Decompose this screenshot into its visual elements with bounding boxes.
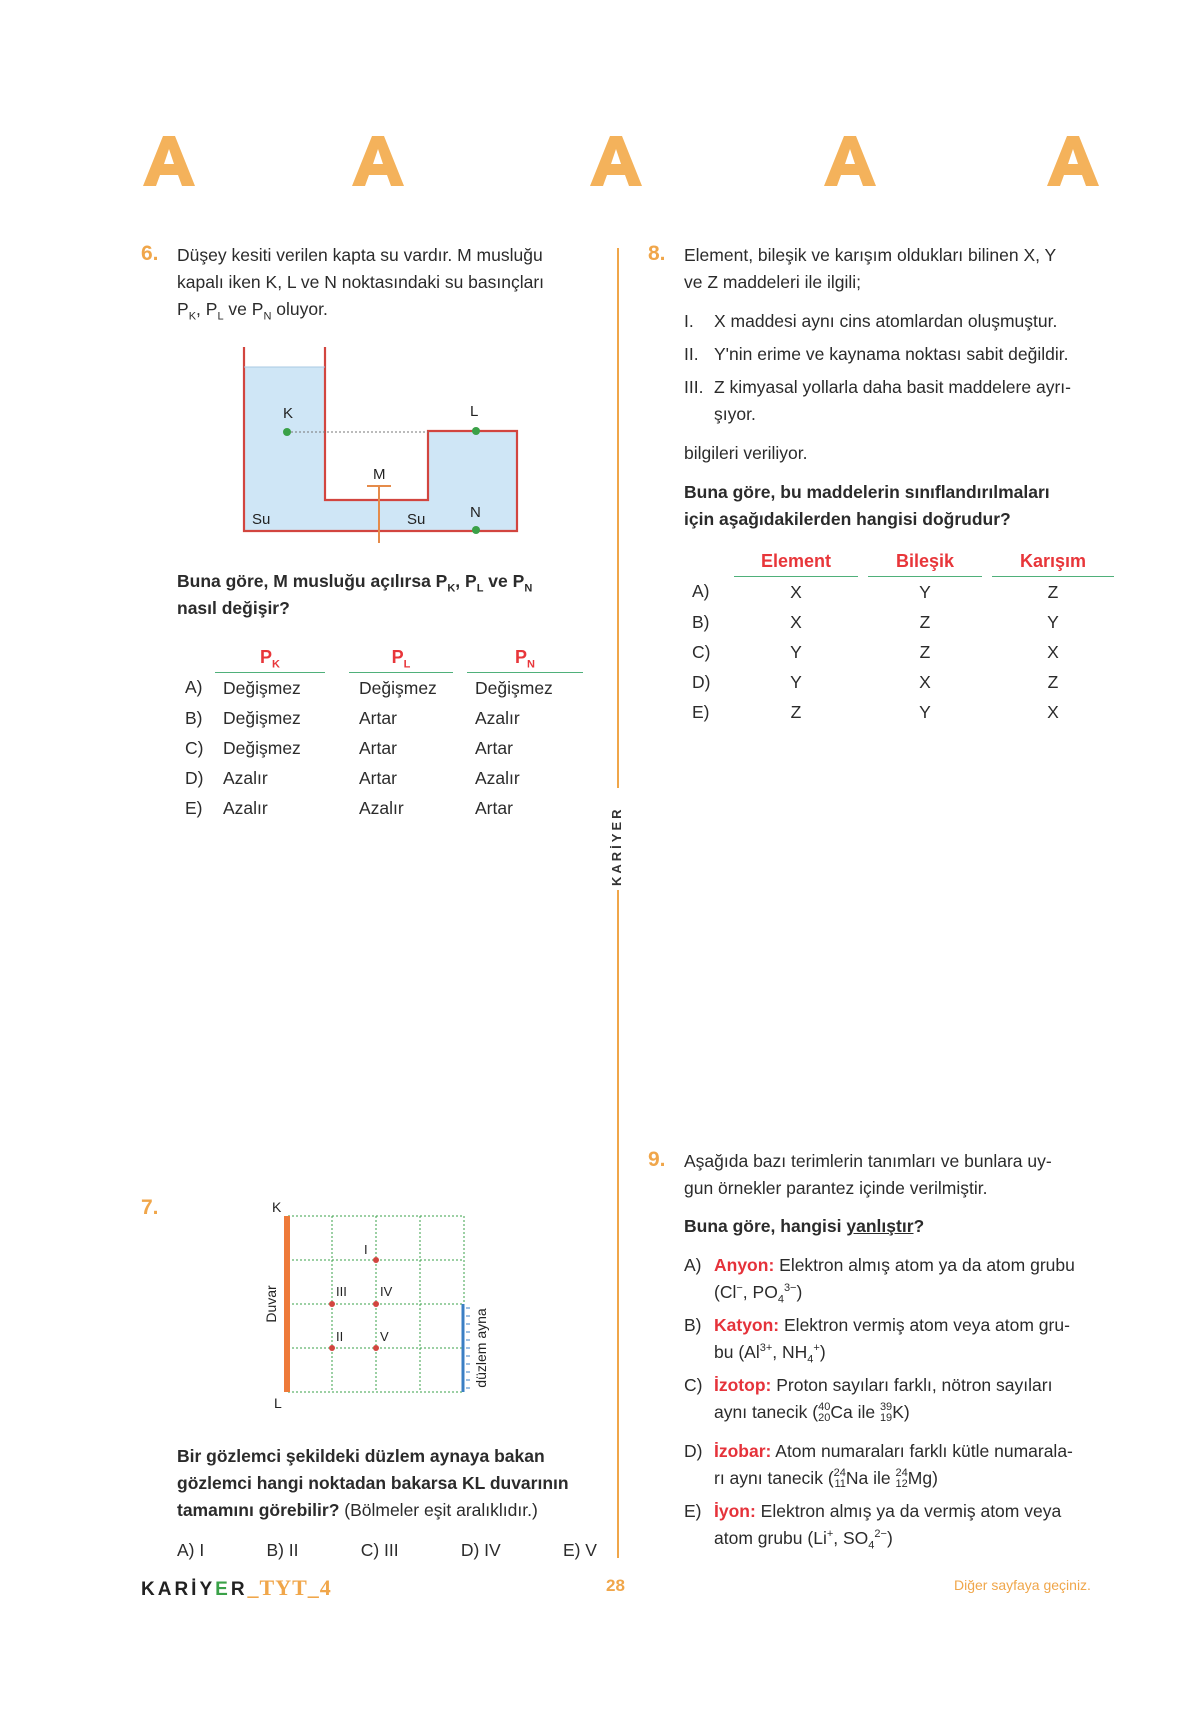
q8-option-d[interactable]: D) Y X Z — [692, 671, 1059, 692]
q7-question-line2: gözlemci hangi noktadan bakarsa KL duvarının — [177, 1473, 569, 1493]
container-figure — [235, 345, 525, 545]
q7-option-d[interactable]: D) IV — [460, 1540, 501, 1560]
q6-header-pn: $P_N$ — [467, 642, 583, 673]
label-l: L — [470, 403, 479, 420]
question-7-number: 7. — [141, 1196, 159, 1219]
q6-line3: $P_K$, $P_L$ ve $P_N$ oluyor. — [177, 299, 328, 323]
footer-brand: KARİYER_TYT_4 — [141, 1575, 332, 1600]
q7-option-e[interactable]: E) V — [562, 1540, 597, 1560]
q8-option-a[interactable]: A) X Y Z — [692, 581, 1059, 602]
q8-header-karisim: Karışım — [992, 546, 1114, 577]
question-9-text — [684, 1148, 1104, 1202]
q9-option-b[interactable]: B) Katyon: Elektron vermiş atom veya atom gru- bu ($Al^{3+}$, $NH_4^+$) — [684, 1315, 1070, 1366]
label-v: V — [380, 1329, 389, 1344]
q9-line1: Aşağıda bazı terimlerin tanımları ve bunlara uy- — [684, 1151, 1052, 1171]
q6-header-pl: $P_L$ — [349, 642, 453, 673]
question-8-text — [684, 242, 1104, 296]
label-iv: IV — [380, 1284, 393, 1299]
q6-line1: Düşey kesiti verilen kapta su vardır. M musluğu — [177, 245, 543, 265]
q6-question-line1: Buna göre, M musluğu açılırsa $P_K$, $P_L$ ve $P_N$ — [177, 571, 533, 595]
page-number: 28 — [606, 1576, 625, 1595]
q8-item-1: I. X maddesi aynı cins atomlardan oluşmuştur. — [684, 311, 1058, 331]
next-page-note: Diğer sayfaya geçiniz. — [954, 1577, 1091, 1593]
q8-line2: ve Z maddeleri ile ilgili; — [684, 272, 862, 292]
letter-a-3 — [588, 132, 644, 188]
question-6-text — [177, 242, 597, 323]
q7-option-a[interactable]: A) I — [177, 1540, 205, 1560]
q6-question-line2: nasıl değişir? — [177, 598, 290, 618]
q8-options-table — [692, 546, 1114, 727]
q6-header-pk: $P_K$ — [215, 642, 325, 673]
point-ii — [329, 1345, 335, 1351]
label-i: I — [364, 1242, 368, 1257]
q8-option-e[interactable]: E) Z Y X — [692, 701, 1059, 722]
point-k — [283, 428, 291, 436]
q8-question — [684, 479, 1114, 533]
q8-header-element: Element — [734, 546, 858, 577]
side-brand-text: KARİYER — [609, 806, 624, 886]
mirror-figure — [262, 1196, 522, 1416]
label-duvar: Duvar — [263, 1285, 279, 1323]
q9-question: Buna göre, hangisi yanlıştır? — [684, 1216, 925, 1236]
q9-options — [684, 1252, 1104, 1552]
label-su-left: Su — [252, 511, 271, 528]
q8-item-3: III. Z kimyasal yollarla daha basit maddelere ayrı- — [684, 377, 1071, 397]
q7-question-line1: Bir gözlemci şekildeki düzlem aynaya bakan — [177, 1446, 545, 1466]
side-brand — [607, 800, 629, 886]
q6-option-d[interactable]: D) Azalır Artar Azalır — [185, 767, 520, 788]
question-8-number: 8. — [648, 242, 666, 265]
q9-option-d[interactable]: D) İzobar: Atom numaraları farklı kütle numarala- rı aynı tanecik ( 24 11 Na ile 24 12 Mg) — [684, 1441, 1073, 1491]
q8-option-c[interactable]: C) Y Z X — [692, 641, 1059, 662]
footer-series: _TYT_4 — [247, 1575, 332, 1600]
point-l — [472, 427, 480, 435]
q9-option-c[interactable]: C) İzotop: Proton sayıları farklı, nötron sayıları aynı tanecik ( 40 20 Ca ile 39 19 K) — [684, 1375, 1053, 1425]
letter-a-4 — [822, 132, 878, 188]
q7-question — [177, 1443, 607, 1524]
q8-line3: bilgileri veriliyor. — [684, 443, 808, 463]
q9-option-e[interactable]: E) İyon: Elektron almış ya da vermiş atom veya atom grubu (Li+, $SO_4^{2-}$) — [684, 1501, 1062, 1552]
q9-line2: gun örnekler parantez içinde verilmiştir. — [684, 1178, 988, 1198]
question-9-number: 9. — [648, 1148, 666, 1171]
q8-question-line1: Buna göre, bu maddelerin sınıflandırılmaları — [684, 482, 1050, 502]
q7-question-line3: tamamını görebilir? (Bölmeler eşit aralıklıdır.) — [177, 1500, 538, 1520]
q6-options-table — [185, 642, 583, 823]
q6-option-a[interactable]: A) Değişmez Değişmez Değişmez — [185, 677, 553, 698]
point-iii — [329, 1301, 335, 1307]
q8-items — [684, 308, 1104, 428]
q8-item-2: II. Y'nin erime ve kaynama noktası sabit değildir. — [684, 344, 1069, 364]
letter-a-5 — [1045, 132, 1101, 188]
q8-line1: Element, bileşik ve karışım oldukları bilinen X, Y — [684, 245, 1057, 265]
q8-question-line2: için aşağıdakilerden hangisi doğrudur? — [684, 509, 1011, 529]
wall-kl — [284, 1216, 290, 1392]
q6-header-row — [185, 642, 583, 673]
q9-option-a[interactable]: A) Anyon: Elektron almış atom ya da atom grubu (Cl−, $PO_4^{3-}$) — [684, 1255, 1075, 1306]
point-i — [373, 1257, 379, 1263]
label-iii: III — [336, 1284, 347, 1299]
q7-options — [177, 1537, 597, 1564]
q7-option-c[interactable]: C) III — [360, 1540, 399, 1560]
q8-item-3-cont: şıyor. — [714, 404, 756, 424]
label-su-right: Su — [407, 511, 426, 528]
label-k: K — [283, 405, 294, 422]
q8-option-b[interactable]: B) X Z Y — [692, 611, 1059, 632]
label-n: N — [470, 504, 481, 521]
q6-option-b[interactable]: B) Değişmez Artar Azalır — [185, 707, 520, 728]
letter-a-1 — [141, 132, 197, 188]
label-ii: II — [336, 1329, 344, 1344]
label-k: K — [272, 1199, 282, 1215]
question-6-number: 6. — [141, 242, 159, 265]
q6-line2: kapalı iken K, L ve N noktasındaki su basınçları — [177, 272, 545, 292]
point-n — [472, 526, 480, 534]
label-m: M — [373, 466, 386, 483]
q6-option-c[interactable]: C) Değişmez Artar Artar — [185, 737, 513, 758]
q6-option-e[interactable]: E) Azalır Azalır Artar — [185, 797, 513, 818]
point-iv — [373, 1301, 379, 1307]
q8-header-row — [692, 546, 1114, 577]
label-l: L — [274, 1395, 282, 1411]
label-mirror: düzlem ayna — [473, 1308, 489, 1388]
mirror-hatch — [466, 1308, 470, 1388]
column-divider-top — [617, 248, 619, 788]
letter-a-2 — [350, 132, 406, 188]
q8-header-bilesik: Bileşik — [868, 546, 982, 577]
q6-question — [177, 568, 607, 622]
point-v — [373, 1345, 379, 1351]
q7-option-b[interactable]: B) II — [266, 1540, 299, 1560]
column-divider-bottom — [617, 890, 619, 1558]
